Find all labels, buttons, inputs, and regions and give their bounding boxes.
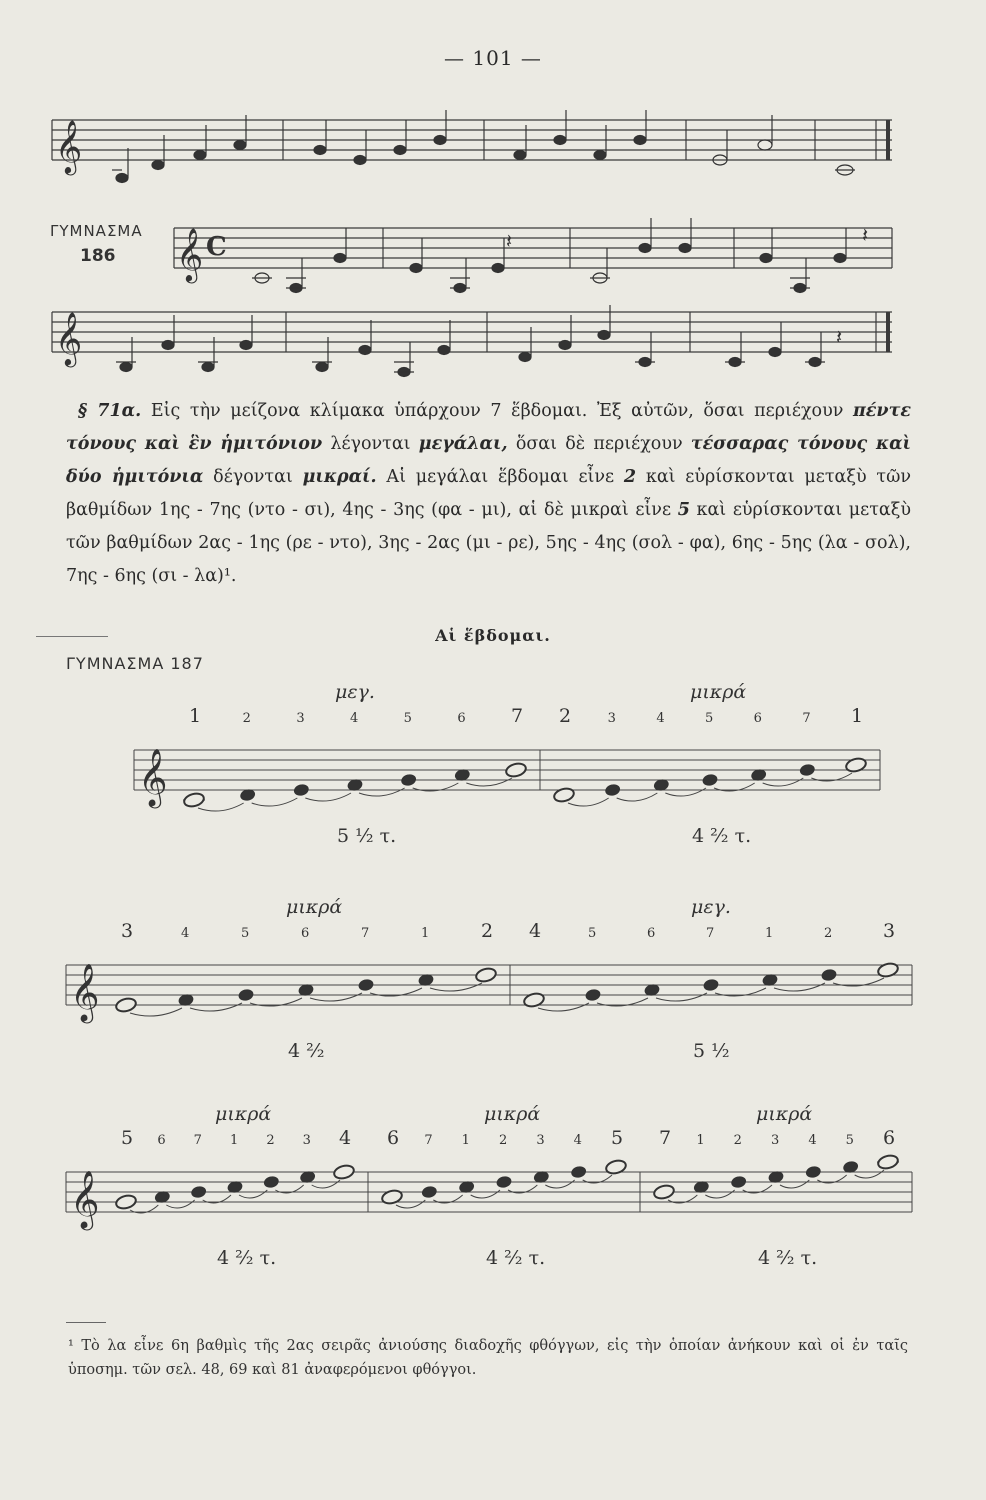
- degree-number: 2: [733, 1133, 742, 1148]
- emphasis: 2: [623, 467, 637, 487]
- sevenths-staves: [0, 680, 986, 1320]
- emphasis: 5: [677, 500, 690, 520]
- exercise-186-staves: [0, 100, 986, 380]
- text-run: Εἰς τὴν μείζονα κλίμακα ὑπάρχουν 7 ἕβδομαι. Ἐξ αὐτῶν, ὅσαι περιέχουν: [141, 401, 853, 421]
- seventh-quality: μεγ.: [335, 681, 375, 703]
- whole-note: [505, 762, 527, 779]
- whole-note: [381, 1189, 403, 1206]
- slur: [568, 798, 609, 806]
- slur: [774, 983, 825, 991]
- degree-number: 3: [771, 1133, 780, 1148]
- degree-number: 6: [647, 926, 656, 941]
- treble-clef-icon: 𝄞: [55, 311, 83, 365]
- slur: [312, 1180, 340, 1188]
- exercise-186-label: ΓΥΜΝΑΣΜΑ: [50, 222, 143, 240]
- text-run: ὅσαι δὲ περιέχουν: [507, 434, 691, 454]
- degree-number: 4: [808, 1133, 817, 1148]
- treble-clef-icon: 𝄞: [70, 1170, 100, 1228]
- slur: [705, 1190, 734, 1198]
- slur: [545, 1180, 574, 1188]
- degree-number: 6: [753, 711, 762, 726]
- degree-number: 5: [705, 711, 714, 726]
- slur: [305, 793, 351, 801]
- degree-number: 5: [121, 1127, 134, 1149]
- degree-number: 6: [883, 1127, 896, 1149]
- degree-number: 7: [193, 1133, 202, 1148]
- note: [585, 988, 601, 1001]
- degree-number: 2: [499, 1133, 508, 1148]
- note: [799, 763, 815, 776]
- note: [293, 783, 309, 796]
- whole-note: [475, 967, 497, 984]
- treble-clef-icon: 𝄞: [176, 227, 204, 281]
- note: [263, 1175, 279, 1188]
- degree-number: 2: [266, 1133, 275, 1148]
- degree-number: 4: [339, 1127, 352, 1149]
- note: [571, 1165, 587, 1178]
- whole-note: [115, 1194, 137, 1211]
- slur: [166, 1200, 194, 1208]
- degree-number: 2: [242, 711, 251, 726]
- seventh-quality: μικρά: [484, 1103, 541, 1125]
- whole-note: [653, 1184, 675, 1201]
- degree-number: 4: [573, 1133, 582, 1148]
- seventh-quality: μικρά: [286, 896, 343, 918]
- slur: [430, 983, 482, 991]
- degree-number: 1: [765, 926, 774, 941]
- text-run: λέγονται: [322, 434, 419, 454]
- common-time-icon: C: [206, 232, 227, 262]
- slur: [855, 1170, 884, 1178]
- degree-number: 5: [845, 1133, 854, 1148]
- staff-3-notes: [116, 305, 825, 377]
- degree-number: 1: [189, 705, 202, 727]
- degree-number: 7: [424, 1133, 433, 1148]
- degree-number: 1: [851, 705, 864, 727]
- note: [358, 978, 374, 991]
- degree-number: 7: [706, 926, 715, 941]
- degree-number: 6: [457, 711, 466, 726]
- text-run: καὶ εὑρίσκονται μεταξὺ τῶν βαθμίδων 1ης - 7ης (ντο - σι), 4ης - 3ης (φα - μι), αἱ δὲ μικραὶ εἶνε: [66, 467, 911, 520]
- interval-size: 5 ½: [693, 1040, 730, 1062]
- degree-number: 4: [656, 711, 665, 726]
- treble-clef-icon: 𝄞: [70, 963, 100, 1021]
- emphasis: τέσσαρας τόνους καὶ δύο ἡμιτόνια: [66, 434, 912, 487]
- note: [731, 1175, 747, 1188]
- degree-number: 6: [301, 926, 310, 941]
- sevenths-title: Αἱ ἕβδομαι.: [435, 626, 551, 645]
- slur: [198, 803, 244, 811]
- interval-size: 4 ²⁄₂: [288, 1040, 325, 1062]
- note: [821, 968, 837, 981]
- interval-size: 4 ²⁄₂ τ.: [486, 1247, 546, 1269]
- text-run: Αἱ μεγάλαι ἕβδομαι εἶνε: [376, 467, 624, 487]
- note: [703, 978, 719, 991]
- whole-note: [553, 787, 575, 804]
- slur: [359, 788, 405, 796]
- note: [605, 783, 621, 796]
- text-run: καὶ εὑρίσκονται μεταξὺ τῶν βαθμίδων 2ας - 1ης (ρε - ντο), 3ης - 2ας (μι - ρε), 5ης - 4ης (σολ - φα), 6ης - 5ης (λα - σολ), 7ης - 6ης (σι - λα)¹.: [66, 500, 911, 586]
- degree-number: 7: [361, 926, 370, 941]
- degree-number: 3: [302, 1133, 311, 1148]
- degree-number: 5: [611, 1127, 624, 1149]
- degree-number: 3: [883, 920, 896, 942]
- seventh-quality: μεγ.: [691, 896, 731, 918]
- slur: [780, 1180, 809, 1188]
- degree-number: 4: [350, 711, 359, 726]
- slur: [466, 778, 512, 786]
- staff-2: [174, 228, 892, 268]
- degree-number: 2: [559, 705, 572, 727]
- slur: [617, 793, 658, 801]
- degree-number: 2: [824, 926, 833, 941]
- slur: [471, 1190, 500, 1198]
- degree-number: 7: [659, 1127, 672, 1149]
- slur: [252, 798, 298, 806]
- whole-note: [845, 757, 867, 774]
- whole-note: [605, 1159, 627, 1176]
- slur: [665, 788, 706, 796]
- degree-number: 4: [529, 920, 542, 942]
- note: [702, 773, 718, 786]
- degree-number: 7: [511, 705, 524, 727]
- emphasis: πέντε τόνους καὶ ἓν ἡμιτόνιον: [66, 401, 911, 454]
- slur: [763, 778, 804, 786]
- emphasis: μικραί.: [302, 467, 377, 487]
- treble-clef-icon: 𝄞: [55, 119, 83, 173]
- note: [805, 1165, 821, 1178]
- slur: [538, 1003, 589, 1011]
- exercise-187-label: ΓΥΜΝΑΣΜΑ 187: [66, 654, 204, 673]
- degree-number: 6: [157, 1133, 166, 1148]
- degree-number: 5: [241, 926, 250, 941]
- degree-number: 3: [536, 1133, 545, 1148]
- whole-note: [877, 962, 899, 979]
- slur: [396, 1200, 425, 1208]
- rest-icon: 𝄽: [506, 229, 513, 253]
- slur: [190, 1003, 242, 1011]
- whole-note: [523, 992, 545, 1009]
- degree-number: 5: [588, 926, 597, 941]
- section-71a-paragraph: [66, 395, 911, 593]
- rest-icon: 𝄽: [836, 325, 843, 349]
- degree-number: 3: [296, 711, 305, 726]
- note: [238, 988, 254, 1001]
- rest-icon: 𝄽: [862, 223, 869, 247]
- interval-size: 4 ²⁄₂ τ.: [692, 825, 752, 847]
- degree-number: 6: [387, 1127, 400, 1149]
- interval-size: 4 ²⁄₂ τ.: [217, 1247, 277, 1269]
- slur: [130, 1008, 182, 1016]
- page-number: — 101 —: [444, 46, 542, 70]
- text-run: δέγονται: [203, 467, 303, 487]
- seventh-quality: μικρά: [215, 1103, 272, 1125]
- note: [401, 773, 417, 786]
- degree-number: 1: [461, 1133, 470, 1148]
- whole-note: [333, 1164, 355, 1181]
- slur: [310, 993, 362, 1001]
- staff-2-notes: [252, 218, 846, 293]
- degree-number: 3: [607, 711, 616, 726]
- degree-number: 1: [230, 1133, 239, 1148]
- degree-number: 7: [802, 711, 811, 726]
- exercise-186-number: 186: [80, 246, 116, 266]
- seventh-quality: μικρά: [756, 1103, 813, 1125]
- footnote-rule: [66, 1322, 106, 1323]
- degree-number: 1: [421, 926, 430, 941]
- interval-size: 5 ½ τ.: [337, 825, 397, 847]
- treble-clef-icon: 𝄞: [138, 748, 168, 806]
- slur: [656, 993, 707, 1001]
- degree-number: 4: [181, 926, 190, 941]
- note: [421, 1185, 437, 1198]
- degree-number: 3: [121, 920, 134, 942]
- degree-number: 2: [481, 920, 494, 942]
- whole-note: [115, 997, 137, 1014]
- note: [191, 1185, 207, 1198]
- degree-number: 1: [696, 1133, 705, 1148]
- note: [496, 1175, 512, 1188]
- seventh-quality: μικρά: [690, 681, 747, 703]
- footnote: ¹ Τὸ λα εἶνε 6η βαθμὶς τῆς 2ας σειρᾶς ἀνιούσης διαδοχῆς φθόγγων, εἰς τὴν ὁποίαν ἀνήκουν καὶ οἱ ἐν ταῖς ὑποσημ. τῶν σελ. 48, 69 καὶ 81 ἀναφερόμενοι φθόγγοι.: [68, 1338, 908, 1378]
- section-number: § 71α.: [78, 401, 142, 421]
- emphasis: μεγάλαι,: [418, 434, 508, 454]
- degree-number: 5: [403, 711, 412, 726]
- whole-note: [183, 792, 205, 809]
- staff-3: [52, 312, 892, 352]
- whole-note: [877, 1154, 899, 1171]
- interval-size: 4 ²⁄₂ τ.: [758, 1247, 818, 1269]
- slur: [239, 1190, 267, 1198]
